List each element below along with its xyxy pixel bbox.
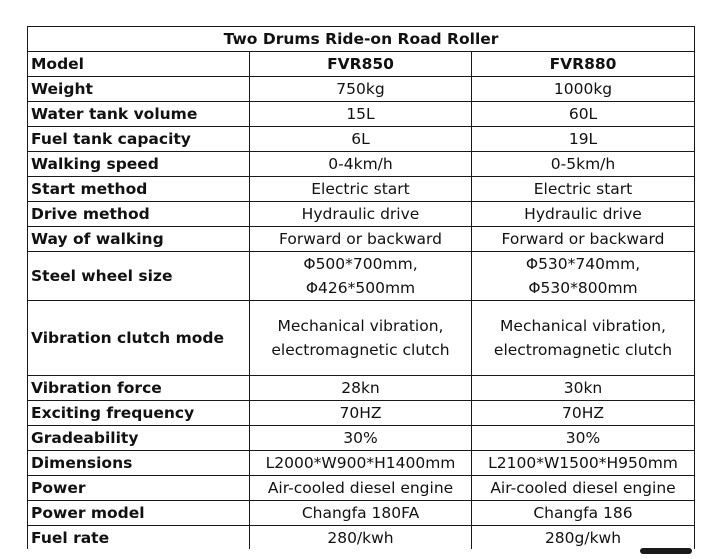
cell-fvr880 [472, 426, 695, 451]
title-row [28, 27, 695, 52]
cell-fvr850 [250, 127, 472, 152]
row-label: Fuel rate [28, 526, 250, 551]
cell-fvr850 [250, 476, 472, 501]
cell-fvr880 [472, 526, 695, 551]
row-label: Water tank volume [28, 102, 250, 127]
cell-line: 30% [343, 429, 378, 447]
cell-fvr880 [472, 152, 695, 177]
row-label: Way of walking [28, 227, 250, 252]
cell-fvr850 [250, 426, 472, 451]
cell-line: 750kg [336, 80, 385, 98]
cell-line: 1000kg [553, 80, 613, 98]
cell-line: 280g/kwh [544, 529, 622, 547]
cell-line: 19L [568, 130, 598, 148]
cell-line: 0-5km/h [550, 155, 616, 173]
cell-fvr850 [250, 501, 472, 526]
cell-line: Forward or backward [501, 230, 665, 248]
cell-line: 70HZ [339, 404, 382, 422]
bottom-edge [0, 549, 706, 559]
table-row [28, 77, 695, 102]
cell-line: Φ530*800mm [528, 279, 638, 297]
row-label: Vibration force [28, 376, 250, 401]
cell-line: 30% [565, 429, 601, 447]
table-row [28, 526, 695, 551]
cell-line: Φ530*740mm, [525, 255, 641, 273]
cell-line: 6L [351, 130, 370, 148]
cell-line: 30kn [563, 379, 603, 397]
scroll-indicator [640, 548, 692, 554]
cell-fvr880 [472, 252, 695, 301]
cell-fvr880 [472, 301, 695, 376]
row-label: Drive method [28, 202, 250, 227]
cell-line: 280/kwh [327, 529, 394, 547]
cell-fvr850 [250, 227, 472, 252]
cell-line: Mechanical vibration, [500, 317, 666, 335]
row-label: Power [28, 476, 250, 501]
header-fvr880: FVR880 [472, 52, 695, 77]
cell-fvr880 [472, 202, 695, 227]
cell-fvr880 [472, 501, 695, 526]
row-label: Weight [28, 77, 250, 102]
cell-fvr850 [250, 252, 472, 301]
cell-line: Mechanical vibration, [277, 317, 444, 335]
cell-line: 60L [568, 105, 598, 123]
cell-line: Φ426*500mm [305, 279, 416, 297]
row-label: Steel wheel size [28, 252, 250, 301]
table-row [28, 426, 695, 451]
table-row [28, 451, 695, 476]
row-label: Gradeability [28, 426, 250, 451]
cell-line: electromagnetic clutch [271, 341, 450, 359]
row-label: Walking speed [28, 152, 250, 177]
cell-fvr880 [472, 177, 695, 202]
header-model-label: Model [28, 52, 250, 77]
cell-line: Air-cooled diesel engine [267, 479, 454, 497]
header-fvr850: FVR850 [250, 52, 472, 77]
table-title: Two Drums Ride-on Road Roller [28, 27, 695, 52]
cell-line: Electric start [311, 180, 410, 198]
table-row [28, 177, 695, 202]
cell-line: Hydraulic drive [301, 205, 420, 223]
cell-fvr850 [250, 77, 472, 102]
cell-fvr850 [250, 451, 472, 476]
cell-line: Changfa 180FA [301, 504, 420, 522]
row-label: Vibration clutch mode [28, 301, 250, 376]
row-label: Start method [28, 177, 250, 202]
table-row [28, 202, 695, 227]
table-row [28, 301, 695, 376]
cell-fvr850 [250, 376, 472, 401]
cell-fvr880 [472, 376, 695, 401]
spec-table [27, 26, 695, 551]
cell-line: L2100*W1500*H950mm [488, 454, 678, 472]
cell-fvr850 [250, 152, 472, 177]
row-label: Fuel tank capacity [28, 127, 250, 152]
cell-line: L2000*W900*H1400mm [265, 454, 456, 472]
cell-fvr880 [472, 401, 695, 426]
cell-fvr880 [472, 102, 695, 127]
table-row [28, 152, 695, 177]
row-label: Power model [28, 501, 250, 526]
cell-fvr880 [472, 227, 695, 252]
cell-line: Changfa 186 [533, 504, 633, 522]
cell-fvr880 [472, 77, 695, 102]
table-row [28, 376, 695, 401]
cell-fvr850 [250, 526, 472, 551]
spec-table-body [28, 27, 695, 551]
cell-fvr850 [250, 401, 472, 426]
cell-fvr880 [472, 451, 695, 476]
row-label: Exciting frequency [28, 401, 250, 426]
cell-fvr850 [250, 102, 472, 127]
cell-line: 0-4km/h [328, 155, 393, 173]
cell-line: electromagnetic clutch [493, 341, 673, 359]
cell-line: 70HZ [562, 404, 604, 422]
cell-line: Electric start [533, 180, 633, 198]
header-row [28, 52, 695, 77]
table-row [28, 127, 695, 152]
row-label: Dimensions [28, 451, 250, 476]
cell-fvr850 [250, 202, 472, 227]
cell-line: Forward or backward [279, 230, 442, 248]
table-row [28, 401, 695, 426]
cell-line: 28kn [341, 379, 380, 397]
table-row [28, 252, 695, 301]
table-row [28, 501, 695, 526]
cell-line: Hydraulic drive [524, 205, 642, 223]
table-row [28, 102, 695, 127]
cell-fvr880 [472, 127, 695, 152]
cell-fvr880 [472, 476, 695, 501]
table-row [28, 476, 695, 501]
cell-line: 15L [346, 105, 375, 123]
cell-line: Φ500*700mm, [303, 255, 418, 273]
cell-fvr850 [250, 301, 472, 376]
table-row [28, 227, 695, 252]
cell-line: Air-cooled diesel engine [490, 479, 676, 497]
cell-fvr850 [250, 177, 472, 202]
